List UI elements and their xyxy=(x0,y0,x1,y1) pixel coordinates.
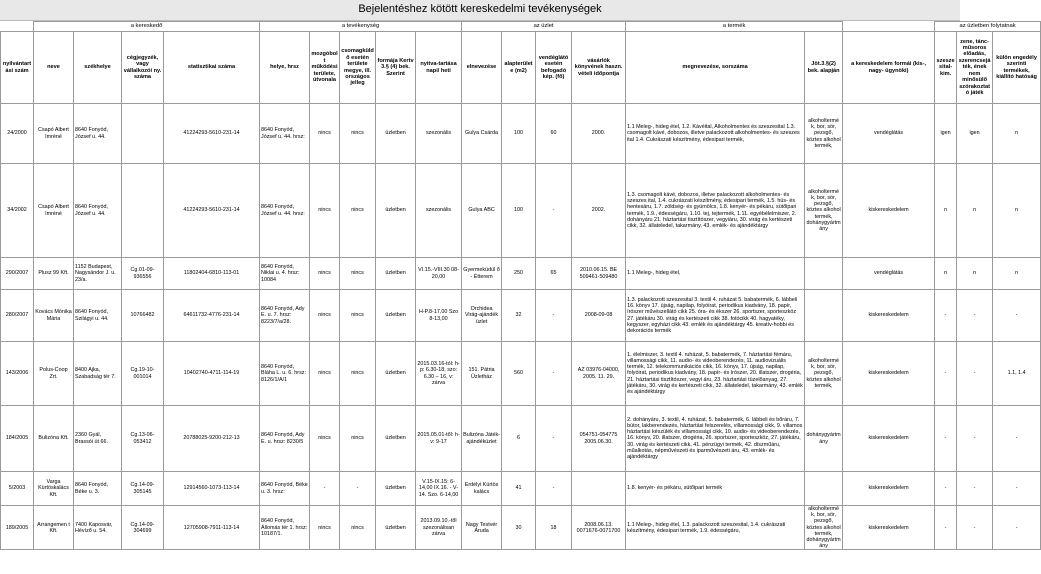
table-cell: Gyermeküdül ő - Étterem xyxy=(462,258,502,290)
table-cell: 1.3. csomagolt kávé, dobozos, illetve palackozott alkoholmentes- és szeszes ital, 1.4. cukrászati készítmény, édesipari termék, 1.5. hús- és hentesáru, 1.7. zöldség- és gyümölcs, 1.8. kenyér- és pékáru, sütőipari termék, 1.9., édességáru, 1.10. tej, tejtermék, 1.11. egyébélelmiszer, 2. dohányáru 21. háztartási tisztítószer, vegyiáru, 30. virág és kertészeti cikk, 32. állateledel, takarmány, 43. emlék- és ajándéktárgy xyxy=(626,164,805,258)
table-cell: 1.1, 1.4 xyxy=(993,342,1041,406)
table-cell: Plusz 99 Kft. xyxy=(34,258,74,290)
table-cell: nincs xyxy=(340,164,376,258)
table-cell: igen xyxy=(957,104,993,164)
table-cell: - xyxy=(935,406,957,472)
table-cell: 8640 Fonyód, Béke u. 3. hrsz: xyxy=(260,472,310,506)
column-header: nyilvántart ási szám xyxy=(1,32,34,104)
group-header: a tevékenység xyxy=(260,22,462,32)
table-cell: 054751-054775 2005.06.30. xyxy=(572,406,626,472)
table-cell: 65 xyxy=(536,258,572,290)
table-cell: nincs xyxy=(340,290,376,342)
table-cell: n xyxy=(993,164,1041,258)
table-cell: nincs xyxy=(340,104,376,164)
table-cell: vendéglátás xyxy=(843,258,935,290)
table-cell: - xyxy=(340,472,376,506)
table-cell: nincs xyxy=(340,342,376,406)
table-cell: - xyxy=(957,472,993,506)
table-cell: 32 xyxy=(502,290,536,342)
table-cell: 8640 Fonyód, Béke u. 3. xyxy=(74,472,122,506)
table-cell: Gulya ABC xyxy=(462,164,502,258)
column-header: formája Kertv 3.§ (4) bek. Szerint xyxy=(376,32,416,104)
table-cell: - xyxy=(536,290,572,342)
table-cell: 2008.06.13. 0071676-0071700 xyxy=(572,506,626,550)
table-cell: igen xyxy=(935,104,957,164)
table-cell: 1.1 Meleg-, hideg étel, xyxy=(626,258,805,290)
column-header: helye, hrsz xyxy=(260,32,310,104)
table-cell: 2010.06.15. BE 509461-509480 xyxy=(572,258,626,290)
table-cell: Cg.01-09-936556 xyxy=(122,258,164,290)
table-cell: 1.1 Meleg-, hideg étel, 1.3. palackozott szeszesital, 1.4. cukrászati készítmény, édesipari termék, 1.9. édességáru, xyxy=(626,506,805,550)
table-cell: 10402740-4711-114-19 xyxy=(164,342,260,406)
table-cell: - xyxy=(993,290,1041,342)
table-cell: 8640 Fonyód, Ady E. u. 7. hrsz: 8223/7/a/28. xyxy=(260,290,310,342)
table-row xyxy=(1,406,1041,472)
table-cell: Cg.14-09-304699 xyxy=(122,506,164,550)
table-cell: 2. dohányáru, 3. textil, 4. ruházat, 5. babatermék, 6. lábbeli és bőráru, 7. bútor, lakberendezés, háztartási felszerelés, villamossági cikk, 9. villamos háztartási készülék és villamossági cikk, 10. audio- és videoberendezés, 16. könyv, 20. illatszer, drogéria, 26. sportszer, sporteszköz, 27. játékáru, 30. virág és kertészeti cikk, 41. pénzügyi termék, 42. díszműáru, műalkotás, népművészeti és iparművészeti áru, 43. emlék- és ajándéktárgy xyxy=(626,406,805,472)
table-cell: 143/2006 xyxy=(1,342,34,406)
table-cell: 8400 Ajka, Szabadság tér 7. xyxy=(74,342,122,406)
table-cell: 41224293-5610-231-14 xyxy=(164,104,260,164)
table-cell: nincs xyxy=(310,406,340,472)
table-cell: 12914560-1073-113-14 xyxy=(164,472,260,506)
column-header: vásárlók könyvének haszn. vételi időpontja xyxy=(572,32,626,104)
table-cell: 1. élelmiszer, 3. textil 4. ruházat, 5. babatermék, 7. háztartási fémáru, villamossági cikk, 11. audio- és videoberendezés, 11. audiovizuális termék, 12. telekommunikációs cikk, 16. könyv, 17. újság, napilap, folyóirat, periodikus kiadvány, 18. papír- és írószer, 20. illatszer, drogéria, 21. háztartási tisztítószer, vegyi áru, 23. háztartási tüzelőanyag, 27. játékáru, 30. virág és kertészeti cikk, 32. állateledel, takarmány, 43. emlék és ajándéktárgy xyxy=(626,342,805,406)
column-header: nyitva-tartása napi/ heti xyxy=(416,32,462,104)
table-row xyxy=(1,506,1041,550)
table-cell: n xyxy=(957,258,993,290)
table-cell: n xyxy=(935,164,957,258)
table-cell: Polus-Coop Zrt. xyxy=(34,342,74,406)
column-header: Jöt.3.§(2) bek. alapján xyxy=(805,32,843,104)
table-row xyxy=(1,104,1041,164)
table-cell: üzletben xyxy=(376,290,416,342)
table-cell: - xyxy=(310,472,340,506)
table-cell: 2000. xyxy=(572,104,626,164)
table-cell: 1.8. kenyér- és pékáru, sütőipari termék xyxy=(626,472,805,506)
group-header: az üzletben folytatnak xyxy=(935,22,1041,32)
column-header: a kereskedelem formái (kis-, nagy- ügynöki) xyxy=(843,32,935,104)
table-cell: 20788025-9200-212-13 xyxy=(164,406,260,472)
table-cell: alkoholtermé k, bor, sör, pezsgő, köztes alkohol termék, xyxy=(805,342,843,406)
table-cell: - xyxy=(957,290,993,342)
table-cell: 1.3. palackozott szeszesital 3. textil 4. ruházat 5. babatermék, 6. lábbeli 16. könyv 17. újság, napilap, folyóirat, periodikus kiadvány, 18. papír, írószer művészellátó cikk 25. óra- és ékszer 26. sportszer, sporteszköz 27. játékáru 30. virág és kertészeti cikk 38. fotócikk 40. hagyatéky, kegyszer, egyházi cikk 43. emlék és ajándéktárgy 45. kreatív-hobbi és dekorációs termék xyxy=(626,290,805,342)
table-cell: 41 xyxy=(502,472,536,506)
table-cell: nincs xyxy=(310,104,340,164)
table-cell: - xyxy=(993,506,1041,550)
table-cell: kiskereskedelem xyxy=(843,406,935,472)
table-cell: 64611732-4776-231-14 xyxy=(164,290,260,342)
table-cell: 8640 Fonyód, Szilágyi u. 44. xyxy=(74,290,122,342)
table-cell: Varga Kürtöskalács Kft. xyxy=(34,472,74,506)
table-cell: 189/2005 xyxy=(1,506,34,550)
table-cell: alkoholtermé k, bor, sör, pezsgő, köztes alkohol termék, dohánygyártm ány xyxy=(806,506,841,550)
table-cell: 1152 Budapest, Nagysándor J. u. 23/a. xyxy=(74,258,122,290)
table-cell: alkoholtermé k, bor, sör, pezsgő, köztes alkohol termék, xyxy=(805,104,843,164)
table-cell: AZ 03976-04000, 2005. 11. 29. xyxy=(572,342,626,406)
table-cell: nincs xyxy=(340,258,376,290)
table-cell: kiskereskedelem xyxy=(843,506,935,550)
column-header: csomagküld ő esetén területe megye, ill. országos jelleg xyxy=(340,32,376,104)
table-cell: Gulya Csárda xyxy=(462,104,502,164)
table-cell: - xyxy=(957,506,993,550)
table-cell: 2015.03.16-tól: h-p: 6.30-18, szo: 6.30 – 16, v: zárva xyxy=(416,342,462,406)
table-cell: szezonális xyxy=(416,104,462,164)
table-cell: H-P.8-17,00 Szo 8-13,00 xyxy=(416,290,462,342)
table-cell: Csapó Albert Imréné xyxy=(34,104,74,164)
table-cell: 18 xyxy=(536,506,572,550)
table-cell: - xyxy=(935,290,957,342)
table-cell: nincs xyxy=(310,290,340,342)
table-cell: nincs xyxy=(310,506,340,550)
table-cell: Orchidea Virág-ajándék üzlet xyxy=(462,290,502,342)
table-cell: 1.1 Meleg-, hideg étel, 1.2. Kávéital, Alkoholmentes és szeszesital 1.3. csomagolt kávé, dobozos, illetve palackozott alkoholmentes- és szeszes ital 1.4. Cukrászati készítmény, édesipari termék, xyxy=(626,104,805,164)
table-cell: Bulizóna Kft. xyxy=(34,406,74,472)
column-header: szeszesital-kim. xyxy=(935,32,957,104)
table-cell: üzletben xyxy=(376,258,416,290)
table-cell: kiskereskedelem xyxy=(843,290,935,342)
column-header: vendéglátó esetén befogadó kép. (fő) xyxy=(536,32,572,104)
table-cell: 5/2003 xyxy=(1,472,34,506)
table-cell xyxy=(572,472,626,506)
table-cell: dohánygyártm ány xyxy=(805,406,843,472)
table-cell: V.15-IX.15: 6-14,00 IX.16. - V-14. Szo. 6-14,00 xyxy=(416,472,462,506)
table-cell: 184/2005 xyxy=(1,406,34,472)
register-table xyxy=(0,21,1041,550)
table-cell xyxy=(805,472,843,506)
column-header: elnevezése xyxy=(462,32,502,104)
table-cell: 8640 Fonyód, József u. 44. hrsz: xyxy=(260,164,310,258)
table-cell: - xyxy=(536,164,572,258)
table-cell xyxy=(122,104,164,164)
table-cell: 24/2000 xyxy=(1,104,34,164)
table-cell: - xyxy=(957,406,993,472)
table-cell: - xyxy=(993,406,1041,472)
table-cell: - xyxy=(993,472,1041,506)
table-cell: 2015.05.01-től: h-v: 9-17 xyxy=(416,406,462,472)
table-cell: 250 xyxy=(502,258,536,290)
table-cell: 2013.09.10.-től szezonálisan zárva xyxy=(416,506,462,550)
table-cell: 8640 Fonyód, József u. 44. xyxy=(74,164,122,258)
table-cell xyxy=(805,290,843,342)
column-header: zene, tánc- műsoros előadás, szerencsejáték, ének nem minősülő szórakoztat ó játék xyxy=(957,32,993,104)
table-cell: 60 xyxy=(536,104,572,164)
table-cell: Erdélyi Kürtös kalács xyxy=(462,472,502,506)
table-cell: 2002. xyxy=(572,164,626,258)
table-cell: nincs xyxy=(310,342,340,406)
table-cell xyxy=(805,258,843,290)
table-cell: vendéglátás xyxy=(843,104,935,164)
table-cell: - xyxy=(935,506,957,550)
column-header: megnevezése, sorszáma xyxy=(626,32,805,104)
table-cell: n xyxy=(957,164,993,258)
table-cell: Cg.13-06-053412 xyxy=(122,406,164,472)
table-cell: Nagy Testvér Áruda xyxy=(462,506,502,550)
table-cell: szezonális xyxy=(416,164,462,258)
table-cell: - xyxy=(935,472,957,506)
table-cell: üzletben xyxy=(376,104,416,164)
table-row xyxy=(1,342,1041,406)
table-cell: 41224293-5610-231-14 xyxy=(164,164,260,258)
table-cell: 8640 Fonyód, Niklai u. 4. hrsz: 10084 xyxy=(260,258,310,290)
column-header: cégjegyzék, vagy vállalkozói ny. száma xyxy=(122,32,164,104)
table-cell: üzletben xyxy=(376,472,416,506)
table-cell: 10766482 xyxy=(122,290,164,342)
table-cell: Cg.19-10-001014 xyxy=(122,342,164,406)
table-cell: Bulizóna Játék-ajándéküzlet xyxy=(462,406,502,472)
table-cell: nincs xyxy=(340,506,376,550)
table-cell: 8640 Fonyód, Ady E. u. hrsz: 8230/5 xyxy=(260,406,310,472)
table-cell: 7400 Kaposvár, Hévíző u. 54. xyxy=(74,506,122,550)
table-cell: n xyxy=(993,258,1041,290)
table-cell: Arrangemen t Kft. xyxy=(34,506,74,550)
column-header: külön engedély szerinti termékek, kiállító hatóság xyxy=(993,32,1041,104)
column-header: neve xyxy=(34,32,74,104)
table-cell: 100 xyxy=(502,104,536,164)
table-cell: kiskereskedelem xyxy=(843,472,935,506)
table-cell: - xyxy=(536,406,572,472)
table-row xyxy=(1,164,1041,258)
group-header: a kereskedő xyxy=(34,22,260,32)
table-cell: nincs xyxy=(310,164,340,258)
column-header: mozgóbolt működési területe, útvonala xyxy=(310,32,340,104)
group-header: a termék xyxy=(626,22,843,32)
column-header: alapterülete (m2) xyxy=(502,32,536,104)
table-cell: üzletben xyxy=(376,406,416,472)
table-cell: nincs xyxy=(310,258,340,290)
table-row xyxy=(1,290,1041,342)
table-cell: - xyxy=(957,342,993,406)
table-cell: 6 xyxy=(502,406,536,472)
table-cell: Cg.14-09-305145 xyxy=(122,472,164,506)
column-header: székhelye xyxy=(74,32,122,104)
table-cell: Csapó Albert Imréné xyxy=(34,164,74,258)
table-cell: 280/2007 xyxy=(1,290,34,342)
table-cell: 30 xyxy=(502,506,536,550)
table-cell: 290/2007 xyxy=(1,258,34,290)
table-cell xyxy=(122,164,164,258)
table-cell: 8640 Fonyód, József u. 44. hrsz: xyxy=(260,104,310,164)
table-cell: 8640 Fonyód, Bláha L. u. 6. hrsz: 8126/1/A/1 xyxy=(260,342,310,406)
table-cell: 151. Pátria Üzletház xyxy=(462,342,502,406)
column-header: statisztikai száma xyxy=(164,32,260,104)
table-cell: üzletben xyxy=(376,164,416,258)
table-cell: 8640 Fonyód, Állomás tér 1. hrsz: 10187/1. xyxy=(260,506,310,550)
table-cell: nincs xyxy=(340,406,376,472)
table-cell: 8640 Fonyód, József u. 44. xyxy=(74,104,122,164)
group-header: az üzlet xyxy=(462,22,626,32)
table-cell: 34/2002 xyxy=(1,164,34,258)
table-cell: 11802404-6810-113-01 xyxy=(164,258,260,290)
table-cell: 2008-09-08 xyxy=(572,290,626,342)
table-cell: kiskereskedelem xyxy=(843,342,935,406)
table-cell: 12705908-7911-113-14 xyxy=(164,506,260,550)
table-cell: - xyxy=(536,342,572,406)
table-row xyxy=(1,472,1041,506)
table-cell: - xyxy=(536,472,572,506)
table-cell: n xyxy=(993,104,1041,164)
table-cell: - xyxy=(935,342,957,406)
table-row xyxy=(1,258,1041,290)
page-title: Bejelentéshez kötött kereskedelmi tevékenységek xyxy=(0,0,960,21)
table-cell: Kovács Mónika Mária xyxy=(34,290,74,342)
table-cell: alkoholtermé k, bor, sör, pezsgő, köztes alkohol termék, dohánygyártm ány xyxy=(805,164,843,258)
table-cell: n xyxy=(935,258,957,290)
table-cell: 560 xyxy=(502,342,536,406)
table-cell: üzletben xyxy=(376,342,416,406)
table-cell: üzletben xyxy=(376,506,416,550)
table-cell: VI.15.-VIII.30 08-20,00 xyxy=(416,258,462,290)
table-cell: 2360 Gyál, Brassói út 66. xyxy=(74,406,122,472)
table-cell: 100 xyxy=(502,164,536,258)
table-cell: kiskereskedelem xyxy=(843,164,935,258)
